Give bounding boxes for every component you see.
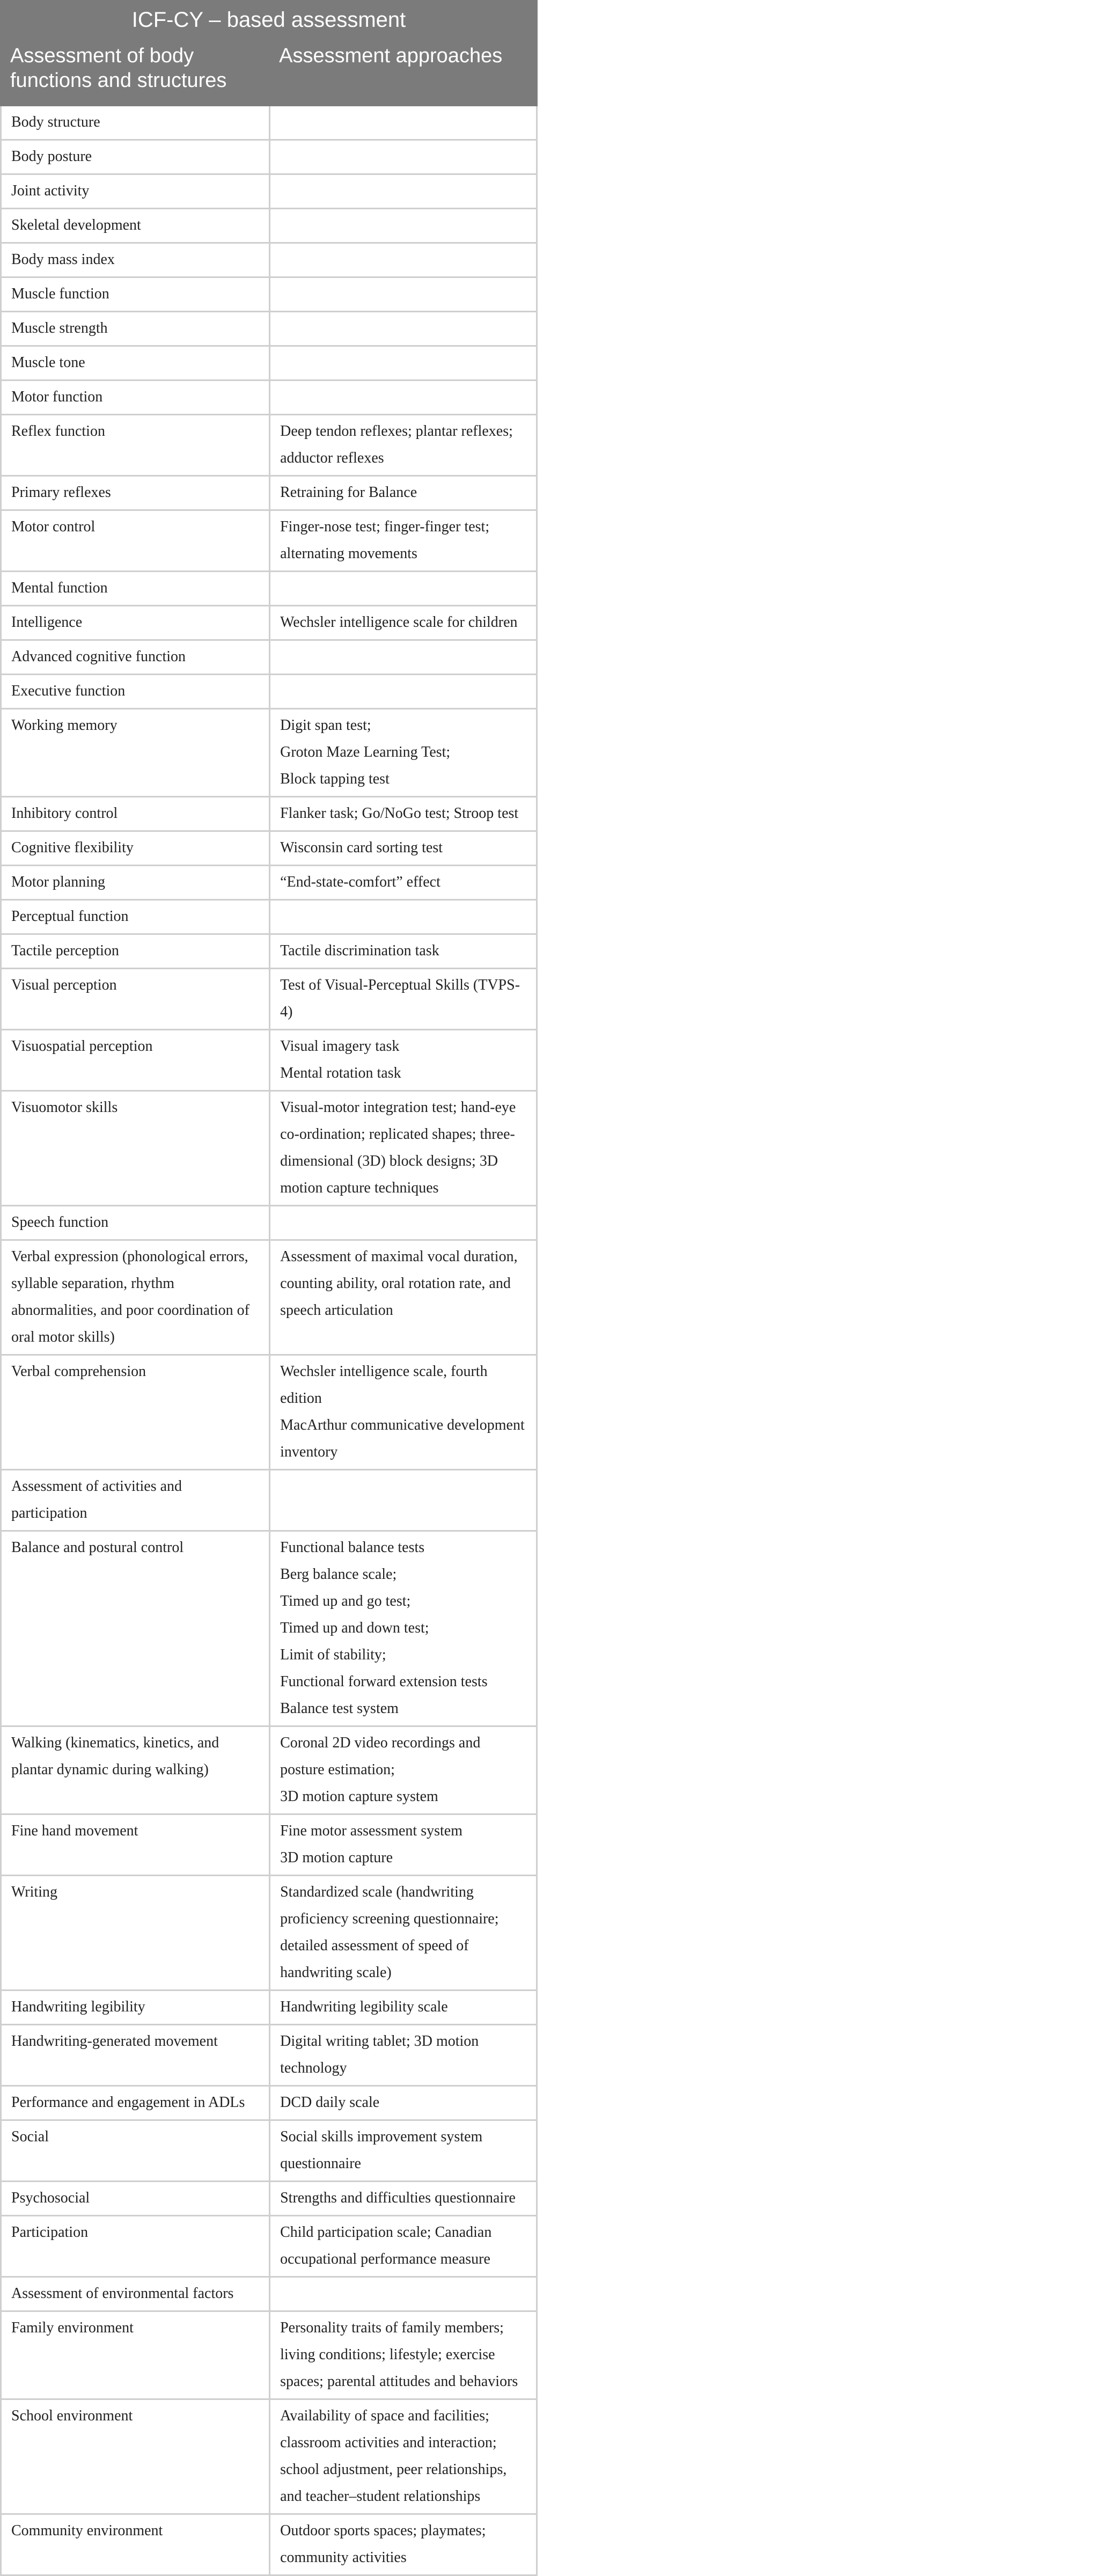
table-row xyxy=(1,2514,537,2575)
cell-assessment-item: Joint activity xyxy=(1,174,270,209)
table-row xyxy=(1,2182,537,2216)
cell-assessment-item: Advanced cognitive function xyxy=(1,640,270,675)
table-title: ICF-CY – based assessment xyxy=(1,1,537,40)
table-row xyxy=(1,1531,537,1726)
table-row xyxy=(1,415,537,476)
cell-assessment-item: Working memory xyxy=(1,709,270,797)
cell-assessment-approach xyxy=(270,277,537,312)
table-row xyxy=(1,476,537,510)
table-row xyxy=(1,831,537,866)
cell-assessment-approach: Assessment of maximal vocal duration, counting ability, oral rotation rate, and speech articulation xyxy=(270,1240,537,1355)
cell-assessment-approach: Visual imagery task Mental rotation task xyxy=(270,1030,537,1091)
cell-assessment-approach: Finger-nose test; finger-finger test; alternating movements xyxy=(270,510,537,572)
cell-assessment-item: Muscle strength xyxy=(1,312,270,346)
cell-assessment-approach: Strengths and difficulties questionnaire xyxy=(270,2182,537,2216)
table-row xyxy=(1,969,537,1030)
cell-assessment-item: Psychosocial xyxy=(1,2182,270,2216)
table-row xyxy=(1,510,537,572)
cell-assessment-item: Social xyxy=(1,2120,270,2182)
cell-assessment-approach xyxy=(270,1206,537,1240)
cell-assessment-item: Intelligence xyxy=(1,606,270,640)
table-row xyxy=(1,2086,537,2120)
cell-assessment-item: Muscle function xyxy=(1,277,270,312)
cell-assessment-item: Executive function xyxy=(1,675,270,709)
cell-assessment-approach xyxy=(270,346,537,380)
table-row xyxy=(1,1355,537,1470)
table-row xyxy=(1,1206,537,1240)
cell-assessment-approach xyxy=(270,380,537,415)
cell-assessment-item: Visual perception xyxy=(1,969,270,1030)
table-row xyxy=(1,1470,537,1531)
table-row xyxy=(1,900,537,934)
cell-assessment-approach: Availability of space and facilities; classroom activities and interaction; school adjustment, peer relationships, and teacher–student relationships xyxy=(270,2399,537,2514)
cell-assessment-approach xyxy=(270,106,537,140)
cell-assessment-item: Motor function xyxy=(1,380,270,415)
table-row xyxy=(1,1814,537,1876)
cell-assessment-item: Muscle tone xyxy=(1,346,270,380)
cell-assessment-approach xyxy=(270,1470,537,1531)
cell-assessment-item: School environment xyxy=(1,2399,270,2514)
cell-assessment-item: Tactile perception xyxy=(1,934,270,969)
table-row xyxy=(1,380,537,415)
cell-assessment-item: Primary reflexes xyxy=(1,476,270,510)
table-row xyxy=(1,346,537,380)
cell-assessment-item: Body posture xyxy=(1,140,270,174)
icf-cy-assessment-table xyxy=(0,0,538,2576)
column-header-functions: Assessment of body functions and structures xyxy=(1,40,270,106)
table-body xyxy=(1,106,537,2575)
cell-assessment-approach xyxy=(270,243,537,277)
cell-assessment-approach: Outdoor sports spaces; playmates; community activities xyxy=(270,2514,537,2575)
cell-assessment-item: Visuomotor skills xyxy=(1,1091,270,1206)
cell-assessment-approach: “End-state-comfort” effect xyxy=(270,866,537,900)
cell-assessment-item: Perceptual function xyxy=(1,900,270,934)
cell-assessment-approach: Retraining for Balance xyxy=(270,476,537,510)
cell-assessment-approach: Visual-motor integration test; hand-eye co-ordination; replicated shapes; three-dimensional (3D) block designs; 3D motion capture techniques xyxy=(270,1091,537,1206)
cell-assessment-item: Motor planning xyxy=(1,866,270,900)
table-row xyxy=(1,174,537,209)
cell-assessment-item: Walking (kinematics, kinetics, and plantar dynamic during walking) xyxy=(1,1726,270,1814)
cell-assessment-item: Participation xyxy=(1,2216,270,2277)
cell-assessment-item: Fine hand movement xyxy=(1,1814,270,1876)
cell-assessment-item: Assessment of environmental factors xyxy=(1,2277,270,2311)
cell-assessment-item: Reflex function xyxy=(1,415,270,476)
cell-assessment-approach xyxy=(270,640,537,675)
cell-assessment-approach: Deep tendon reflexes; plantar reflexes; adductor reflexes xyxy=(270,415,537,476)
table-row xyxy=(1,2120,537,2182)
table-row xyxy=(1,606,537,640)
table-row xyxy=(1,1091,537,1206)
cell-assessment-approach: Test of Visual-Perceptual Skills (TVPS-4) xyxy=(270,969,537,1030)
cell-assessment-item: Visuospatial perception xyxy=(1,1030,270,1091)
cell-assessment-approach: Handwriting legibility scale xyxy=(270,1990,537,2025)
cell-assessment-approach: Wechsler intelligence scale for children xyxy=(270,606,537,640)
cell-assessment-item: Speech function xyxy=(1,1206,270,1240)
table-row xyxy=(1,2311,537,2399)
cell-assessment-item: Motor control xyxy=(1,510,270,572)
table-row xyxy=(1,934,537,969)
cell-assessment-item: Performance and engagement in ADLs xyxy=(1,2086,270,2120)
cell-assessment-item: Skeletal development xyxy=(1,209,270,243)
cell-assessment-item: Community environment xyxy=(1,2514,270,2575)
table-row xyxy=(1,675,537,709)
cell-assessment-approach: Fine motor assessment system 3D motion capture xyxy=(270,1814,537,1876)
cell-assessment-approach: Wechsler intelligence scale, fourth edition MacArthur communicative development inventory xyxy=(270,1355,537,1470)
table-row xyxy=(1,797,537,831)
cell-assessment-approach xyxy=(270,312,537,346)
cell-assessment-item: Mental function xyxy=(1,572,270,606)
cell-assessment-item: Writing xyxy=(1,1876,270,1990)
cell-assessment-approach xyxy=(270,140,537,174)
table-row xyxy=(1,2216,537,2277)
table-row xyxy=(1,2399,537,2514)
table-row xyxy=(1,640,537,675)
cell-assessment-approach: Flanker task; Go/NoGo test; Stroop test xyxy=(270,797,537,831)
cell-assessment-item: Handwriting-generated movement xyxy=(1,2025,270,2086)
cell-assessment-approach: Coronal 2D video recordings and posture estimation; 3D motion capture system xyxy=(270,1726,537,1814)
cell-assessment-approach: Child participation scale; Canadian occupational performance measure xyxy=(270,2216,537,2277)
cell-assessment-item: Verbal comprehension xyxy=(1,1355,270,1470)
cell-assessment-item: Cognitive flexibility xyxy=(1,831,270,866)
table-row xyxy=(1,277,537,312)
cell-assessment-item: Body structure xyxy=(1,106,270,140)
cell-assessment-item: Verbal expression (phonological errors, syllable separation, rhythm abnormalities, and poor coordination of oral motor skills) xyxy=(1,1240,270,1355)
cell-assessment-approach: Tactile discrimination task xyxy=(270,934,537,969)
table-row xyxy=(1,106,537,140)
table-row xyxy=(1,2277,537,2311)
table-row xyxy=(1,1990,537,2025)
table-row xyxy=(1,866,537,900)
cell-assessment-approach: Digital writing tablet; 3D motion technology xyxy=(270,2025,537,2086)
cell-assessment-approach xyxy=(270,572,537,606)
cell-assessment-item: Inhibitory control xyxy=(1,797,270,831)
table-row xyxy=(1,2025,537,2086)
cell-assessment-approach: Standardized scale (handwriting proficiency screening questionnaire; detailed assessment of speed of handwriting scale) xyxy=(270,1876,537,1990)
cell-assessment-approach xyxy=(270,174,537,209)
table-row xyxy=(1,1726,537,1814)
table-row xyxy=(1,572,537,606)
cell-assessment-approach: Personality traits of family members; living conditions; lifestyle; exercise spaces; parental attitudes and behaviors xyxy=(270,2311,537,2399)
cell-assessment-item: Balance and postural control xyxy=(1,1531,270,1726)
cell-assessment-approach xyxy=(270,209,537,243)
table-row xyxy=(1,243,537,277)
table-row xyxy=(1,312,537,346)
cell-assessment-item: Assessment of activities and participation xyxy=(1,1470,270,1531)
cell-assessment-approach xyxy=(270,2277,537,2311)
table-row xyxy=(1,1876,537,1990)
table-row xyxy=(1,209,537,243)
cell-assessment-item: Family environment xyxy=(1,2311,270,2399)
cell-assessment-item: Handwriting legibility xyxy=(1,1990,270,2025)
table-row xyxy=(1,140,537,174)
cell-assessment-approach xyxy=(270,900,537,934)
table-row xyxy=(1,1240,537,1355)
cell-assessment-approach xyxy=(270,675,537,709)
cell-assessment-approach: DCD daily scale xyxy=(270,2086,537,2120)
table-row xyxy=(1,1030,537,1091)
cell-assessment-approach: Digit span test; Groton Maze Learning Test; Block tapping test xyxy=(270,709,537,797)
column-header-approaches: Assessment approaches xyxy=(270,40,537,106)
cell-assessment-item: Body mass index xyxy=(1,243,270,277)
cell-assessment-approach: Wisconsin card sorting test xyxy=(270,831,537,866)
cell-assessment-approach: Functional balance tests Berg balance scale; Timed up and go test; Timed up and down test; Limit of stability; Functional forward extension tests Balance test system xyxy=(270,1531,537,1726)
table-row xyxy=(1,709,537,797)
cell-assessment-approach: Social skills improvement system questionnaire xyxy=(270,2120,537,2182)
